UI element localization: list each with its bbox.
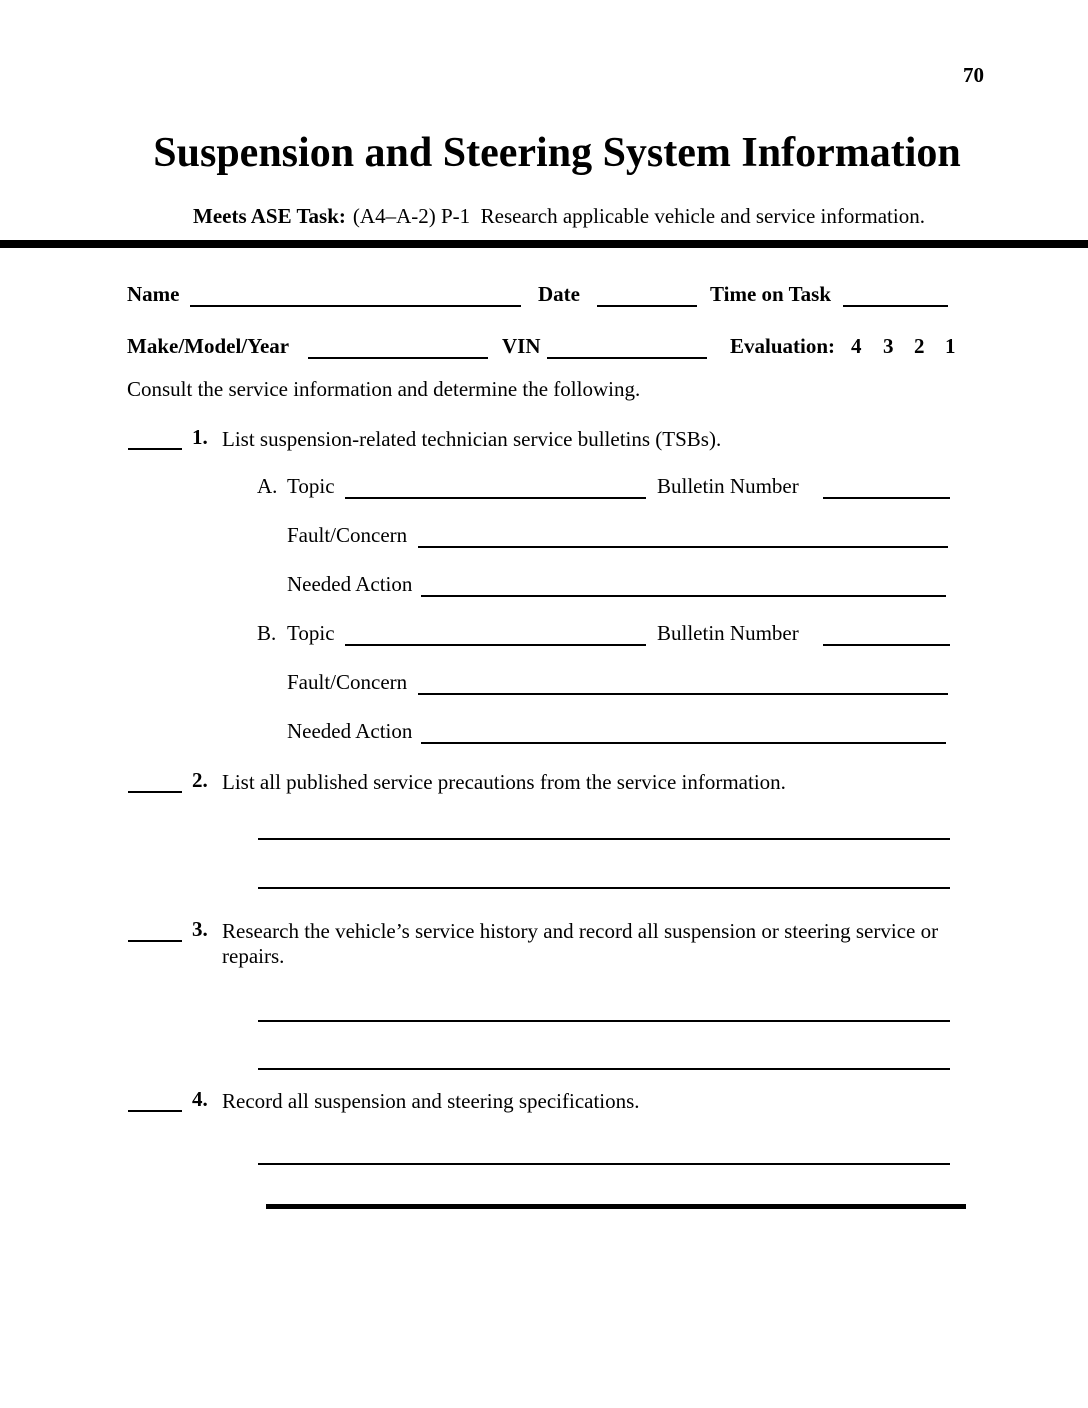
vin-label: VIN (502, 334, 541, 358)
time-on-task-label: Time on Task (710, 282, 832, 306)
task-1-status-blank (128, 448, 182, 450)
task-3-text: Research the vehicle’s service history and record all suspension or steering service or repairs. (222, 919, 939, 968)
ase-task-label: Meets ASE Task: (193, 204, 346, 228)
bulletin-b-letter: B. (257, 621, 277, 645)
bulletin-a-topic-label: Topic (287, 474, 335, 498)
date-label: Date (538, 282, 580, 306)
bulletin-b-fault-blank-line (418, 693, 948, 695)
task-4-status-blank (128, 1110, 182, 1112)
task-3-answer-line-1 (258, 1020, 950, 1022)
header-rule (0, 240, 1088, 248)
evaluation-score-4: 4 (851, 334, 862, 358)
bulletin-a-number-label: Bulletin Number (657, 474, 799, 498)
bulletin-a-action-blank-line (421, 595, 946, 597)
evaluation-score-1: 1 (945, 334, 956, 358)
bulletin-a-fault-blank-line (418, 546, 948, 548)
task-3-answer-line-2 (258, 1068, 950, 1070)
task-1-number: 1. (192, 425, 208, 449)
bulletin-b-action-blank-line (421, 742, 946, 744)
task-2-status-blank (128, 791, 182, 793)
task-2-answer-line-1 (258, 838, 950, 840)
bulletin-b-action-label: Needed Action (287, 719, 413, 743)
bulletin-b-topic-label: Topic (287, 621, 335, 645)
task-4-text: Record all suspension and steering specifications. (222, 1089, 640, 1113)
make-model-year-label: Make/Model/Year (127, 334, 290, 358)
ase-task-line (30, 206, 1088, 227)
vin-blank-line (547, 357, 707, 359)
task-3-status-blank (128, 940, 182, 942)
bulletin-a-action-label: Needed Action (287, 572, 413, 596)
page-number: 70 (963, 63, 984, 87)
bulletin-a-letter: A. (257, 474, 278, 498)
task-2-text: List all published service precautions from the service information. (222, 770, 786, 794)
task-2-number: 2. (192, 768, 208, 792)
evaluation-score-2: 2 (914, 334, 925, 358)
bulletin-a-topic-blank-line (345, 497, 646, 499)
task-2-answer-line-2 (258, 887, 950, 889)
date-blank-line (597, 305, 697, 307)
make-model-year-blank-line (308, 357, 488, 359)
page-title: Suspension and Steering System Information (153, 130, 961, 176)
intro-text: Consult the service information and determine the following. (127, 377, 641, 401)
ase-task-text: (A4–A-2) P-1 Research applicable vehicle and service information. (352, 204, 925, 228)
bulletin-b-topic-blank-line (345, 644, 646, 646)
task-3-number: 3. (192, 917, 208, 941)
bulletin-b-number-blank-line (823, 644, 950, 646)
task-4-answer-line-1 (258, 1163, 950, 1165)
bulletin-a-fault-label: Fault/Concern (287, 523, 408, 547)
task-1-text: List suspension-related technician service bulletins (TSBs). (222, 427, 722, 451)
bulletin-b-fault-label: Fault/Concern (287, 670, 408, 694)
evaluation-score-3: 3 (883, 334, 894, 358)
evaluation-label: Evaluation: (730, 334, 836, 358)
name-label: Name (127, 282, 180, 306)
time-on-task-blank-line (843, 305, 948, 307)
bulletin-b-number-label: Bulletin Number (657, 621, 799, 645)
bulletin-a-number-blank-line (823, 497, 950, 499)
task-4-number: 4. (192, 1087, 208, 1111)
name-blank-line (190, 305, 521, 307)
task-4-answer-line-2 (266, 1204, 966, 1209)
